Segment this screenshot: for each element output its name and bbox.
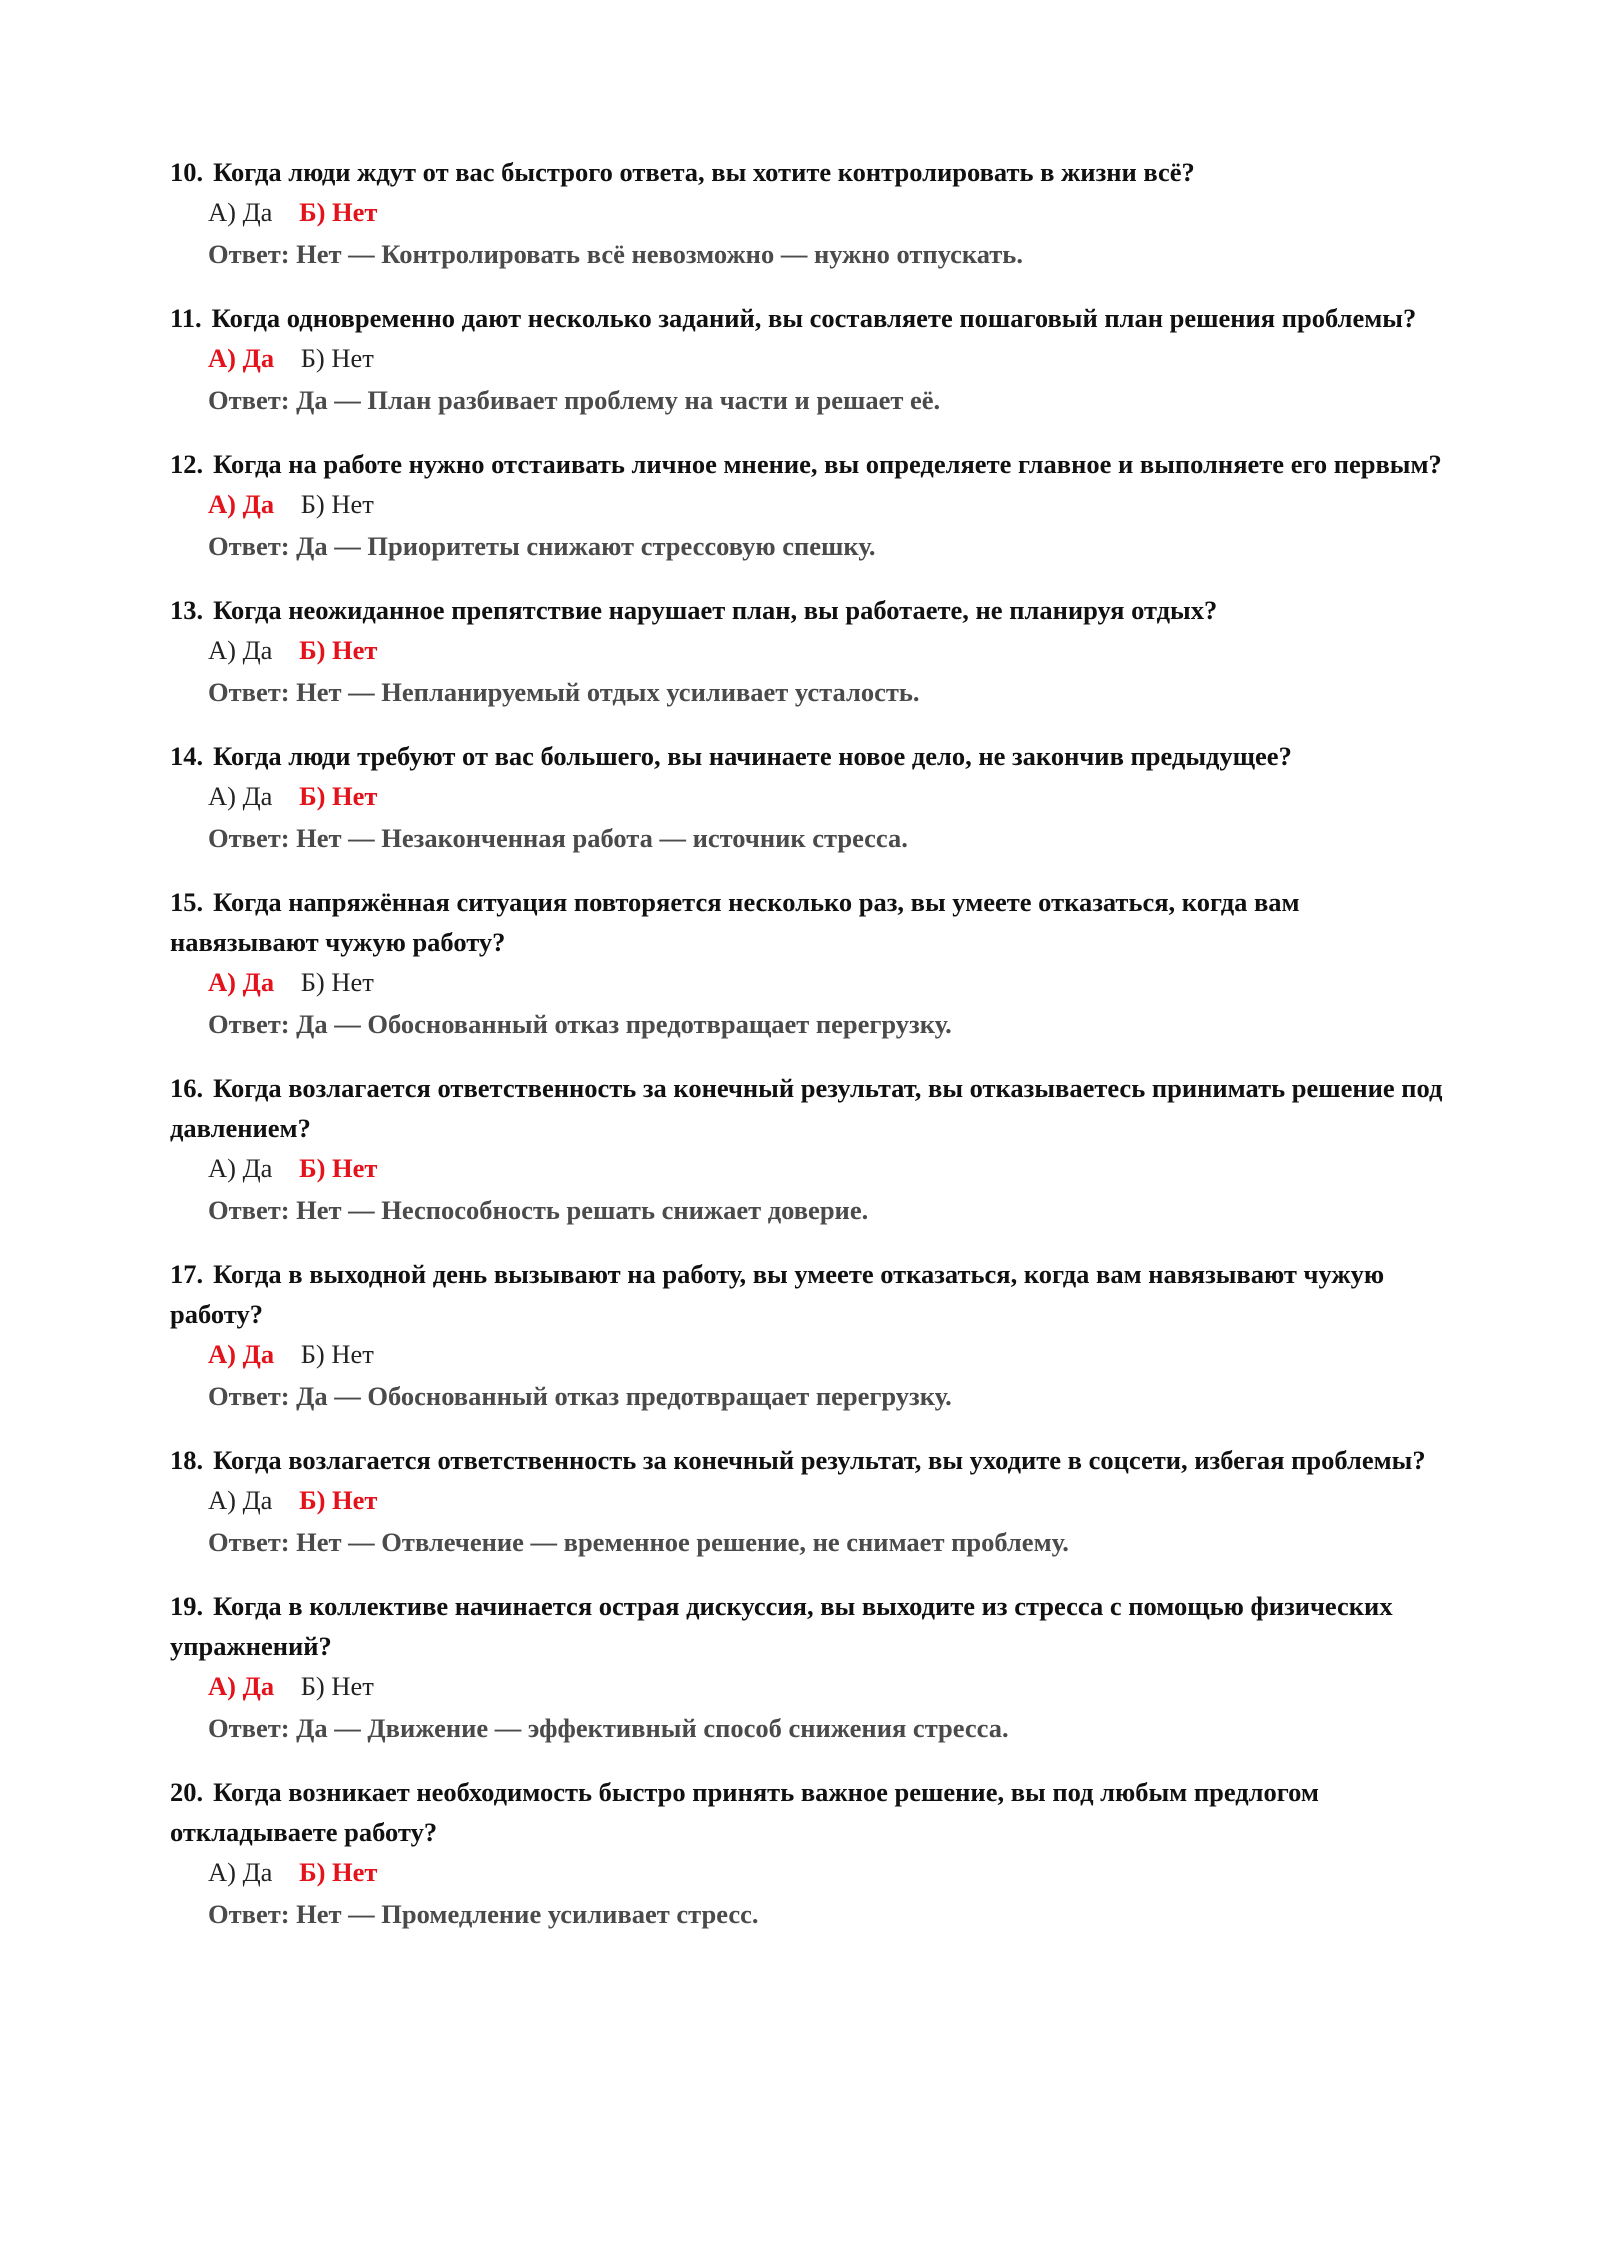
answer-options <box>208 962 1450 1004</box>
option-b: Б) Нет <box>300 343 374 373</box>
answer-options <box>208 1334 1450 1376</box>
option-b: Б) Нет <box>299 1153 378 1183</box>
answer-explanation: Ответ: Нет — Отвлечение — временное решение, не снимает проблему. <box>208 1527 1069 1557</box>
answer-options <box>208 1480 1450 1522</box>
answer-explanation: Ответ: Да — Приоритеты снижают стрессовую спешку. <box>208 531 876 561</box>
question-block-15 <box>170 882 1450 1044</box>
option-b: Б) Нет <box>299 1485 378 1515</box>
question-block-18 <box>170 1440 1450 1562</box>
question-body: Когда люди ждут от вас быстрого ответа, вы хотите контролировать в жизни всё? <box>213 157 1195 187</box>
answer-options <box>208 1148 1450 1190</box>
question-body: Когда в коллективе начинается острая дискуссия, вы выходите из стресса с помощью физических упражнений? <box>170 1591 1393 1661</box>
question-number: 19. <box>170 1591 204 1621</box>
option-b: Б) Нет <box>299 197 378 227</box>
question-number: 10. <box>170 157 204 187</box>
option-a: А) Да <box>208 1485 273 1515</box>
question-number: 17. <box>170 1259 204 1289</box>
question-text <box>170 298 1450 338</box>
answer-explanation: Ответ: Да — Обоснованный отказ предотвращает перегрузку. <box>208 1381 952 1411</box>
question-text <box>170 590 1450 630</box>
question-text <box>170 1772 1450 1852</box>
question-number: 16. <box>170 1073 204 1103</box>
option-b: Б) Нет <box>299 781 378 811</box>
question-number: 11. <box>170 303 202 333</box>
question-block-19 <box>170 1586 1450 1748</box>
answer-explanation: Ответ: Да — План разбивает проблему на части и решает её. <box>208 385 941 415</box>
answer-options <box>208 484 1450 526</box>
question-body: Когда неожиданное препятствие нарушает план, вы работаете, не планируя отдых? <box>213 595 1218 625</box>
question-body: Когда возникает необходимость быстро принять важное решение, вы под любым предлогом откладываете работу? <box>170 1777 1319 1847</box>
question-block-13 <box>170 590 1450 712</box>
option-a: А) Да <box>208 197 273 227</box>
question-text <box>170 1068 1450 1148</box>
question-block-10 <box>170 152 1450 274</box>
answer-options <box>208 1666 1450 1708</box>
answer-explanation: Ответ: Нет — Незаконченная работа — источник стресса. <box>208 823 908 853</box>
question-text <box>170 1254 1450 1334</box>
option-a: А) Да <box>208 781 273 811</box>
option-a: А) Да <box>208 1857 273 1887</box>
question-body: Когда на работе нужно отстаивать личное мнение, вы определяете главное и выполняете его первым? <box>213 449 1442 479</box>
question-body: Когда напряжённая ситуация повторяется несколько раз, вы умеете отказаться, когда вам навязывают чужую работу? <box>170 887 1300 957</box>
question-block-20 <box>170 1772 1450 1934</box>
question-body: Когда люди требуют от вас большего, вы начинаете новое дело, не закончив предыдущее? <box>213 741 1292 771</box>
question-block-12 <box>170 444 1450 566</box>
question-text <box>170 882 1450 962</box>
answer-explanation: Ответ: Нет — Неспособность решать снижает доверие. <box>208 1195 869 1225</box>
question-body: Когда возлагается ответственность за конечный результат, вы отказываетесь принимать решение под давлением? <box>170 1073 1443 1143</box>
answer-options <box>208 338 1450 380</box>
question-block-14 <box>170 736 1450 858</box>
question-number: 13. <box>170 595 204 625</box>
option-b: Б) Нет <box>300 489 374 519</box>
option-a: А) Да <box>208 343 275 373</box>
option-a: А) Да <box>208 1671 275 1701</box>
question-number: 15. <box>170 887 204 917</box>
question-list <box>170 152 1450 1958</box>
question-number: 12. <box>170 449 204 479</box>
option-b: Б) Нет <box>300 967 374 997</box>
question-number: 18. <box>170 1445 204 1475</box>
question-block-11 <box>170 298 1450 420</box>
question-body: Когда возлагается ответственность за конечный результат, вы уходите в соцсети, избегая проблемы? <box>213 1445 1426 1475</box>
answer-explanation: Ответ: Да — Обоснованный отказ предотвращает перегрузку. <box>208 1009 952 1039</box>
question-text <box>170 736 1450 776</box>
answer-options <box>208 776 1450 818</box>
question-block-17 <box>170 1254 1450 1416</box>
question-number: 14. <box>170 741 204 771</box>
option-a: А) Да <box>208 635 273 665</box>
option-a: А) Да <box>208 489 275 519</box>
answer-options <box>208 192 1450 234</box>
answer-options <box>208 630 1450 672</box>
question-text <box>170 1586 1450 1666</box>
answer-explanation: Ответ: Нет — Промедление усиливает стресс. <box>208 1899 759 1929</box>
answer-explanation: Ответ: Нет — Непланируемый отдых усиливает усталость. <box>208 677 920 707</box>
question-body: Когда одновременно дают несколько заданий, вы составляете пошаговый план решения проблемы? <box>211 303 1417 333</box>
option-a: А) Да <box>208 1339 275 1369</box>
answer-explanation: Ответ: Нет — Контролировать всё невозможно — нужно отпускать. <box>208 239 1023 269</box>
option-b: Б) Нет <box>299 1857 378 1887</box>
question-text <box>170 152 1450 192</box>
option-a: А) Да <box>208 1153 273 1183</box>
answer-options <box>208 1852 1450 1894</box>
question-text <box>170 444 1450 484</box>
question-body: Когда в выходной день вызывают на работу, вы умеете отказаться, когда вам навязывают чужую работу? <box>170 1259 1385 1329</box>
option-a: А) Да <box>208 967 275 997</box>
question-number: 20. <box>170 1777 204 1807</box>
answer-explanation: Ответ: Да — Движение — эффективный способ снижения стресса. <box>208 1713 1009 1743</box>
question-text <box>170 1440 1450 1480</box>
option-b: Б) Нет <box>300 1671 374 1701</box>
option-b: Б) Нет <box>300 1339 374 1369</box>
option-b: Б) Нет <box>299 635 378 665</box>
question-block-16 <box>170 1068 1450 1230</box>
